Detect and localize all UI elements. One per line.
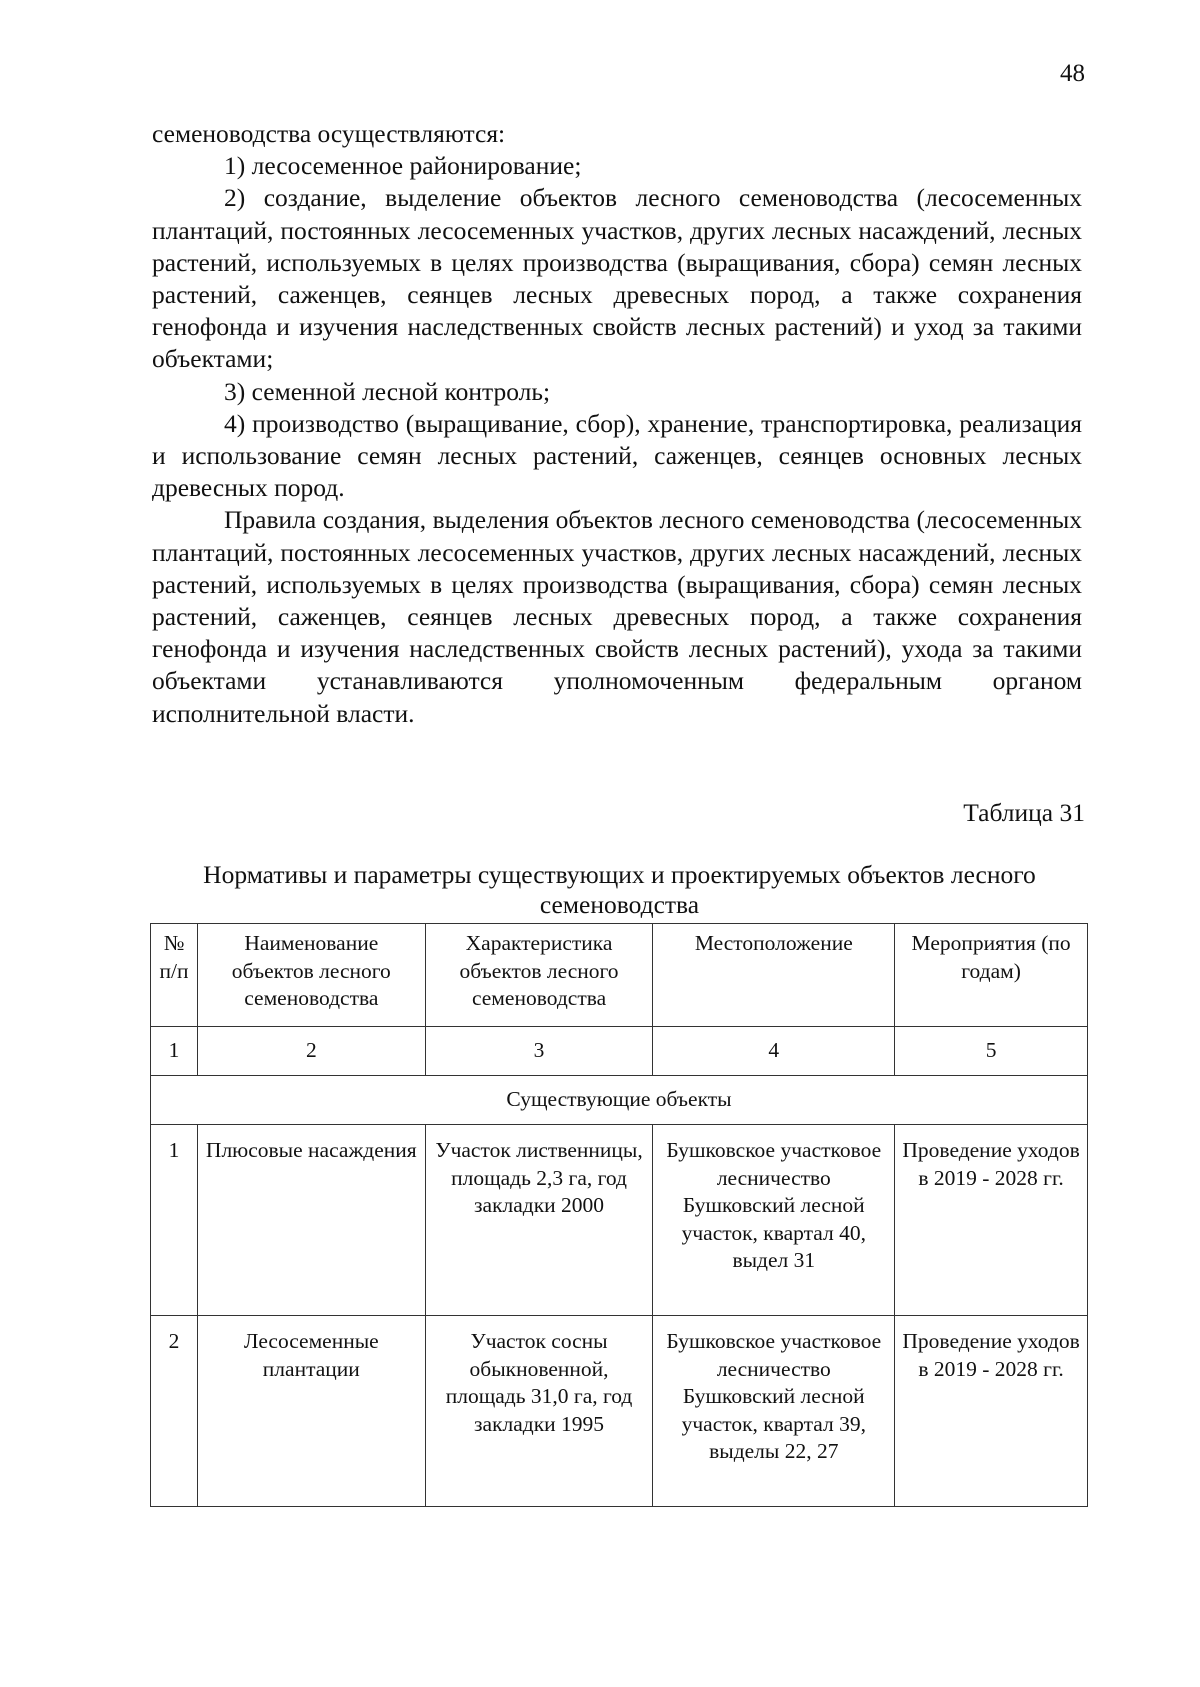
- column-number-cell: 3: [425, 1027, 653, 1076]
- column-number-row: [151, 1027, 1088, 1076]
- activities-cell: Проведение уходов в 2019 - 2028 гг.: [895, 1125, 1088, 1316]
- table-label: Таблица 31: [963, 798, 1085, 827]
- name-cell: Лесосеменные плантации: [197, 1316, 425, 1507]
- header-cell: Мероприятия (по годам): [895, 924, 1088, 1027]
- location-cell: Бушковское участковое лесничество Бушковский лесной участок, квартал 39, выделы 22, 27: [653, 1316, 895, 1507]
- section-title: Существующие объекты: [151, 1076, 1088, 1125]
- column-number-cell: 2: [197, 1027, 425, 1076]
- header-cell: Наименование объектов лесного семеноводства: [197, 924, 425, 1027]
- header-cell: № п/п: [151, 924, 198, 1027]
- body-text: [152, 118, 1082, 730]
- activities-cell: Проведение уходов в 2019 - 2028 гг.: [895, 1316, 1088, 1507]
- page-number: 48: [1060, 60, 1085, 87]
- paragraph: Правила создания, выделения объектов лесного семеноводства (лесосеменных плантаций, постоянных лесосеменных участков, других лесных насаждений, лесных растений, используемых в целях производства (выращивания, сбора) семян лесных растений, саженцев, сеянцев лесных древесных пород, а также сохранения генофонда и изучения наследственных свойств лесных растений), ухода за такими объектами устанавливаются уполномоченным федеральным органом исполнительной власти.: [152, 505, 1082, 728]
- characteristic-cell: Участок сосны обыкновенной, площадь 31,0 га, год закладки 1995: [425, 1316, 653, 1507]
- characteristic-cell: Участок лиственницы, площадь 2,3 га, год закладки 2000: [425, 1125, 653, 1316]
- header-cell: Местоположение: [653, 924, 895, 1027]
- column-number-cell: 1: [151, 1027, 198, 1076]
- table-header-row: [151, 924, 1088, 1027]
- row-number-cell: 2: [151, 1316, 198, 1507]
- header-cell: Характеристика объектов лесного семеноводства: [425, 924, 653, 1027]
- section-row: [151, 1076, 1088, 1125]
- table-row: [151, 1316, 1088, 1507]
- paragraph: семеноводства осуществляются:: [152, 119, 506, 148]
- column-number-cell: 5: [895, 1027, 1088, 1076]
- column-number-cell: 4: [653, 1027, 895, 1076]
- row-number-cell: 1: [151, 1125, 198, 1316]
- list-item: 1) лесосеменное районирование;: [224, 151, 582, 181]
- name-cell: Плюсовые насаждения: [197, 1125, 425, 1316]
- table-row: [151, 1125, 1088, 1316]
- list-item: 2) создание, выделение объектов лесного семеноводства (лесосеменных плантаций, постоянных лесосеменных участков, других лесных насаждений, лесных растений, используемых в целях производства (выращивания, сбора) семян лесных растений, саженцев, сеянцев лесных древесных пород, а также сохранения генофонда и изучения наследственных свойств лесных растений) и уход за такими объектами;: [152, 183, 1082, 374]
- list-item: 4) производство (выращивание, сбор), хранение, транспортировка, реализация и использование семян лесных растений, саженцев, сеянцев основных лесных древесных пород.: [152, 408, 1082, 503]
- list-item: 3) семенной лесной контроль;: [224, 376, 551, 406]
- location-cell: Бушковское участковое лесничество Бушковский лесной участок, квартал 40, выдел 31: [653, 1125, 895, 1316]
- norms-table: [150, 923, 1088, 1507]
- table-title: Нормативы и параметры существующих и проектируемых объектов лесного семеноводства: [203, 860, 1036, 919]
